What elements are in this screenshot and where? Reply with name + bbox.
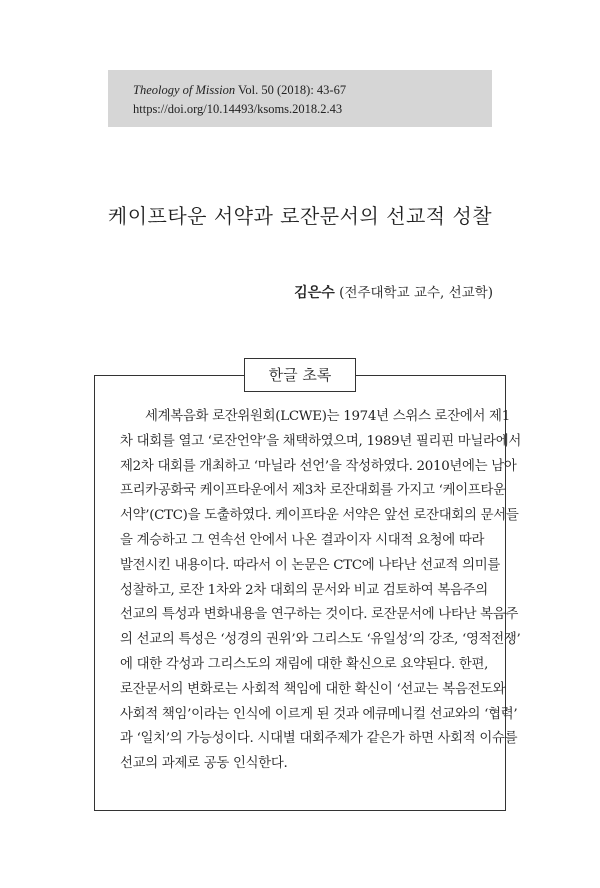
author-affiliation: (전주대학교 교수, 선교학) xyxy=(339,285,493,301)
abstract-line: 제2차 대회를 개최하고 ‘마닐라 선언’을 작성하였다. 2010년에는 남아 xyxy=(120,458,517,474)
abstract-line: 발전시킨 내용이다. 따라서 이 논문은 CTC에 나타난 선교적 의미를 xyxy=(120,557,501,573)
abstract-line: 을 계승하고 그 연속선 안에서 나온 결과이자 시대적 요청에 따라 xyxy=(120,532,485,548)
journal-citation-line xyxy=(133,81,492,100)
abstract-line: 성찰하고, 로잔 1차와 2차 대회의 문서와 비교 검토하여 복음주의 xyxy=(120,582,488,598)
abstract-line: 서약’(CTC)을 도출하였다. 케이프타운 서약은 앞선 로잔대회의 문서들 xyxy=(120,508,519,524)
abstract-line: 선교의 특성과 변화내용을 연구하는 것이다. 로잔문서에 나타난 복음주 xyxy=(120,607,519,623)
abstract-line: 로잔문서의 변화로는 사회적 책임에 대한 확신이 ‘선교는 복음전도와 xyxy=(120,681,506,697)
paper-title: 케이프타운 서약과 로잔문서의 선교적 성찰 xyxy=(107,204,493,228)
journal-name: Theology of Mission xyxy=(133,83,236,97)
abstract-heading: 한글 초록 xyxy=(244,358,356,392)
author-line xyxy=(294,281,493,302)
journal-volume: Vol. 50 (2018): 43-67 xyxy=(238,83,347,97)
abstract-line: 사회적 책임’이라는 인식에 이르게 된 것과 에큐메니컬 선교와의 ‘협력’ xyxy=(120,706,518,722)
abstract-line: 차 대회를 열고 ‘로잔언약’을 채택하였으며, 1989년 필리핀 마닐라에서 xyxy=(120,433,521,449)
abstract-line: 선교의 과제로 공동 인식한다. xyxy=(120,756,288,772)
author-name: 김은수 xyxy=(294,285,335,301)
abstract-line: 에 대한 각성과 그리스도의 재림에 대한 확신으로 요약된다. 한편, xyxy=(120,656,489,672)
abstract-body xyxy=(120,405,521,777)
abstract-line: 프리카공화국 케이프타운에서 제3차 로잔대회를 가지고 ‘케이프타운 xyxy=(120,483,506,499)
journal-doi[interactable]: https://doi.org/10.14493/ksoms.2018.2.43 xyxy=(133,102,343,116)
abstract-line: 세계복음화 로잔위원회(LCWE)는 1974년 스위스 로잔에서 제1 xyxy=(145,409,510,424)
abstract-line: 의 선교의 특성은 ‘성경의 권위’와 그리스도 ‘유일성’의 강조, ‘영적전쟁’ xyxy=(120,632,521,648)
abstract-line: 과 ‘일치’의 가능성이다. 시대별 대회주제가 같은가 하면 사회적 이슈를 xyxy=(120,731,518,747)
journal-citation-box xyxy=(108,70,492,127)
